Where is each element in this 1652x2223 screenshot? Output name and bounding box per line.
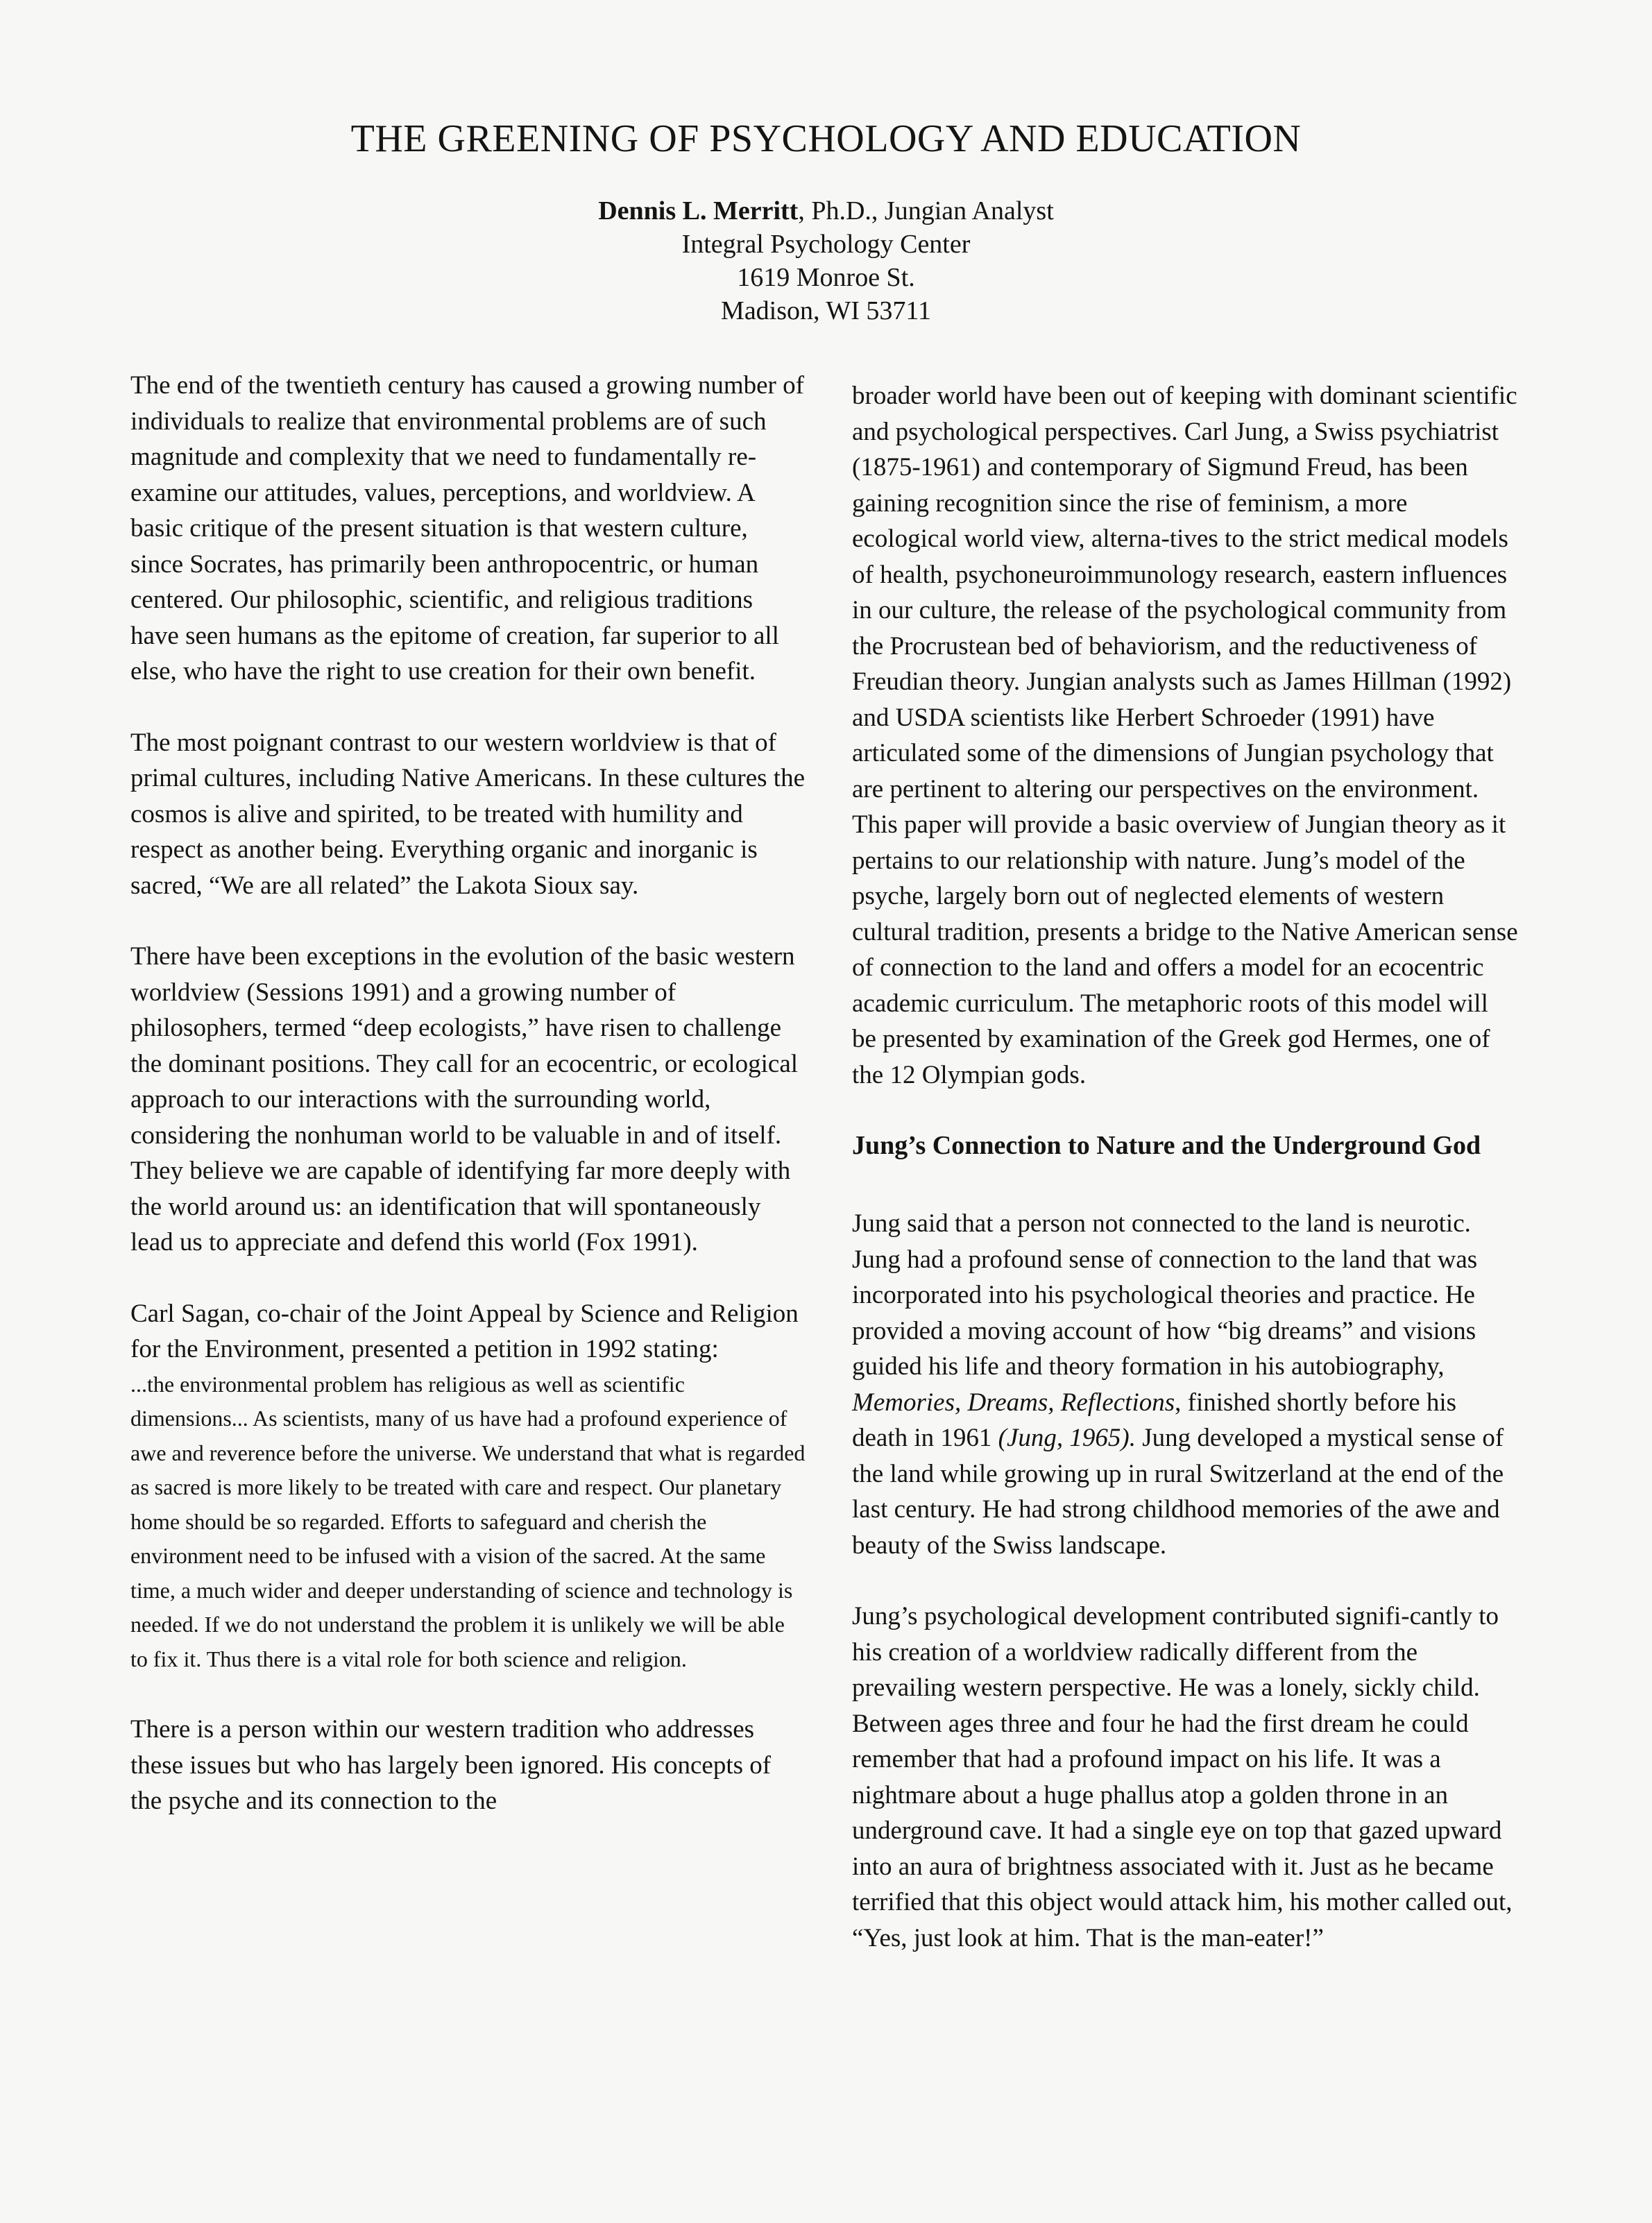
block-quote: ...the environmental problem has religious as well as scientific dimensions... As scientists, many of us have had a profound experience of awe and reverence before the universe. We understand that what is regarded as sacred is more likely to be treated with care and respect. Our planetary home should be so regarded. Efforts to safeguard and cherish the environment need to be infused with a vision of the sacred. At the same time, a much wider and deeper understanding of science and technology is needed. If we do not understand the problem it is unlikely we will be able to fix it. Thus there is a vital role for both science and religion.: [130, 1371, 806, 1671]
author-line: [0, 194, 1652, 228]
paragraph: Carl Sagan, co-chair of the Joint Appeal by Science and Religion for the Environment, presented a petition in 1992 stating:: [130, 1299, 799, 1363]
book-title: Memories, Dreams, Reflections: [852, 1388, 1175, 1417]
article-title: THE GREENING OF PSYCHOLOGY AND EDUCATION: [350, 117, 1302, 160]
author-city: Madison, WI 53711: [721, 296, 931, 325]
paragraph: [852, 1206, 1518, 1563]
paragraph: broader world have been out of keeping with dominant scientific and psychological perspectives. Carl Jung, a Swiss psychiatrist (1875-1961) and contemporary of Sigmund Freud, has been gaining recognition since the rise of feminism, a more ecological world view, alterna-tives to the strict medical models of health, psychoneuroimmunology research, eastern influences in our culture, the release of the psychological community from the Procrustean bed of behaviorism, and the reductiveness of Freudian theory. Jungian analysts such as James Hillman (1992) and USDA scientists like Herbert Schroeder (1991) have articulated some of the dimensions of Jungian psychology that are pertinent to altering our perspectives on the environment. This paper will provide a basic overview of Jungian theory as it pertains to our relationship with nature. Jung’s model of the psyche, largely born out of neglected elements of western cultural tradition, presents a bridge to the Native American sense of connection to the land and offers a model for an ecocentric academic curriculum. The metaphoric roots of this model will be presented by examination of the Greek god Hermes, one of the 12 Olympian gods.: [852, 382, 1518, 1089]
author-organization: Integral Psychology Center: [681, 230, 971, 259]
right-column: [852, 378, 1518, 1991]
paragraph: There is a person within our western tradition who addresses these issues but who has largely been ignored. His concepts of the psyche and its connection to the: [130, 1715, 772, 1815]
paragraph: The most poignant contrast to our western worldview is that of primal cultures, including Native Americans. In these cultures the cosmos is alive and spirited, to be treated with humility and respect as another being. Everything organic and inorganic is sacred, “We are all related” the Lakota Sioux say.: [130, 728, 805, 900]
paragraph: The end of the twentieth century has caused a growing number of individuals to realize that environmental problems are of such magnitude and complexity that we need to fundamentally re-examine our attitudes, values, perceptions, and worldview. A basic critique of the present situation is that western culture, since Socrates, has primarily been anthropocentric, or human centered. Our philosophic, scientific, and religious traditions have seen humans as the epitome of creation, far superior to all else, who have the right to use creation for their own benefit.: [130, 371, 804, 685]
text-run: Jung said that a person not connected to the land is neurotic. Jung had a profound sense of connection to the land that was incorporated into his psychological theories and practice. He provided a moving account of how “big dreams” and visions guided his life and theory formation in his autobiography,: [852, 1209, 1478, 1381]
citation: (Jung, 1965).: [998, 1424, 1136, 1452]
section-heading: Jung’s Connection to Nature and the Underground God: [852, 1131, 1481, 1160]
author-name: Dennis L. Merritt: [598, 196, 799, 225]
text-run: , finished shortly before his death in 1961: [852, 1388, 1457, 1452]
text-run: Jung developed a mystical sense of the land while growing up in rural Switzerland at the end of the last century. He had strong childhood memories of the awe and beauty of the Swiss landscape.: [852, 1424, 1504, 1560]
paragraph: Jung’s psychological development contributed signifi-cantly to his creation of a worldview radically different from the prevailing western perspective. He was a lonely, sickly child. Between ages three and four he had the first dream he could remember that had a profound impact on his life. It was a nightmare about a huge phallus atop a golden throne in an underground cave. It had a single eye on top that gazed upward into an aura of brightness associated with it. Just as he became terrified that this object would attack him, his mother called out, “Yes, just look at him. That is the man-eater!”: [852, 1602, 1513, 1952]
author-byline: [0, 194, 1652, 327]
paragraph: There have been exceptions in the evolution of the basic western worldview (Sessions 1991) and a growing number of philosophers, termed “deep ecologists,” have risen to challenge the dominant positions. They call for an ecocentric, or ecological approach to our interactions with the surrounding world, considering the nonhuman world to be valuable in and of itself. They believe we are capable of identifying far more deeply with the world around us: an identification that will spontaneously lead us to appreciate and defend this world (Fox 1991).: [130, 942, 799, 1257]
left-column: [130, 368, 807, 1855]
author-street: 1619 Monroe St.: [737, 263, 915, 292]
author-credentials: , Ph.D., Jungian Analyst: [798, 196, 1054, 225]
